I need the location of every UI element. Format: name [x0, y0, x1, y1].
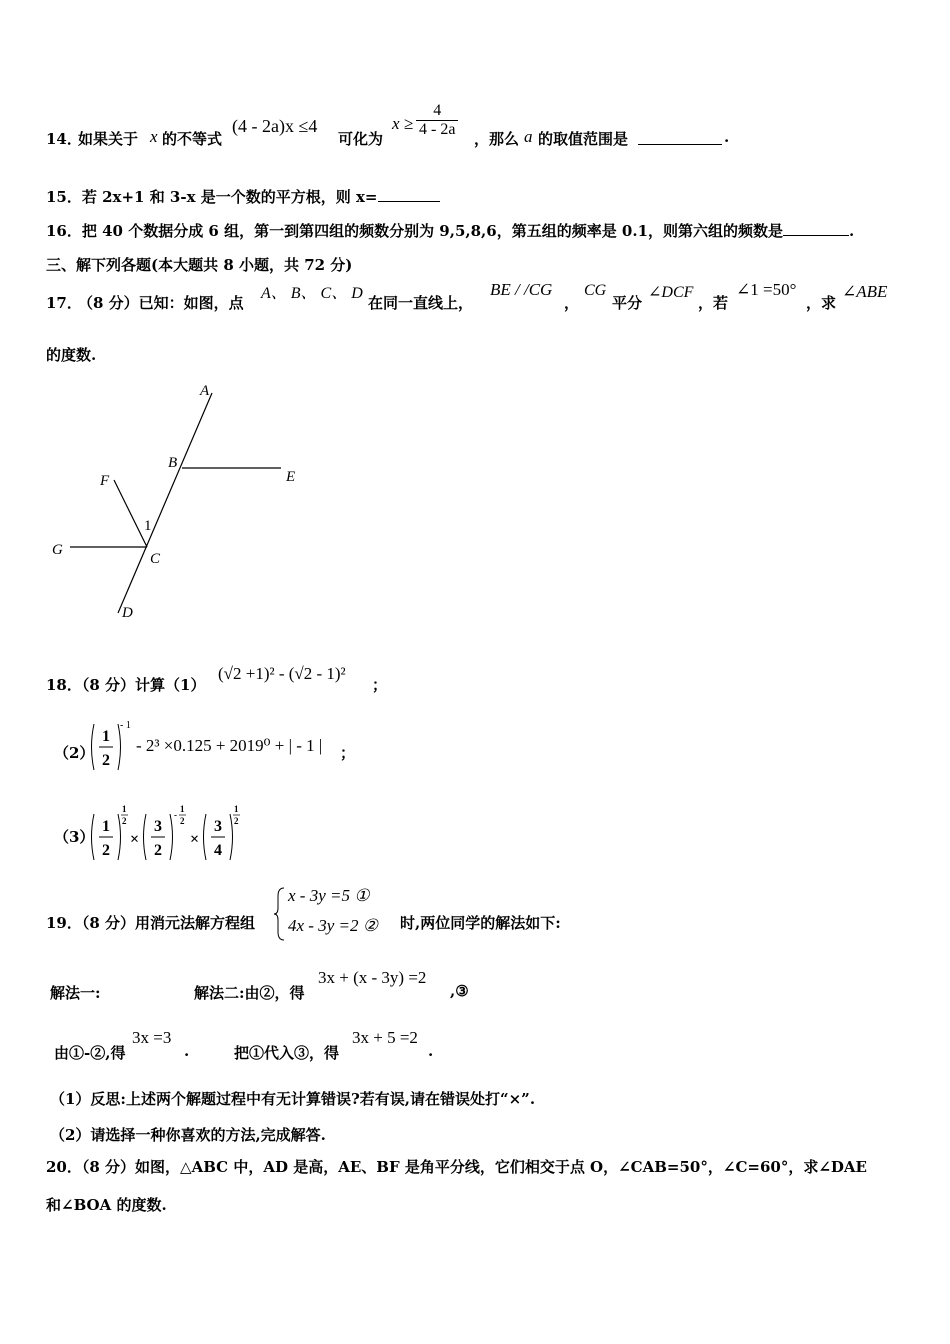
question-20-line-1 — [46, 1156, 867, 1177]
q14-text-5: 的取值范围是 — [538, 130, 629, 148]
line-ad — [118, 393, 212, 613]
q14-frac-num: 4 — [433, 102, 442, 119]
q14-answer-blank[interactable] — [638, 144, 722, 145]
q16-answer-blank[interactable] — [783, 221, 849, 236]
q14-var-a: a — [524, 127, 533, 146]
q19-label: 19．（8 分）用消元法解方程组 — [46, 914, 256, 932]
q14-fraction — [416, 102, 458, 139]
q14-inequality: (4 - 2a)x ≤4 — [232, 116, 318, 136]
q17-parallel: BE / /CG — [490, 280, 553, 299]
q14-text-3: 可化为 — [338, 130, 384, 148]
q17-text-5: ，求 — [806, 294, 837, 312]
label-d: D — [122, 605, 133, 621]
section-3-title-text: 三、解下列各题(本大题共 8 小题，共 72 分) — [46, 256, 353, 274]
q19-sub-2 — [50, 1124, 326, 1145]
svg-text:2: 2 — [180, 816, 185, 826]
q17-angle-abe: ∠ABE — [842, 282, 888, 301]
svg-text:2: 2 — [234, 816, 239, 826]
label-c: C — [150, 551, 161, 567]
q14-frac-den: 4 - 2a — [416, 120, 458, 139]
q16-period: . — [849, 222, 855, 240]
svg-text:2: 2 — [102, 842, 110, 859]
q14-number: 14． — [46, 130, 82, 148]
q18-label-3: （3） — [54, 828, 95, 846]
q14-text-1: 如果关于 — [78, 130, 139, 148]
q18-end-2: ； — [340, 744, 356, 762]
question-18-part-2 — [54, 720, 374, 774]
svg-text:×: × — [130, 831, 140, 848]
svg-text:3: 3 — [154, 818, 162, 835]
q19-method-2-end: ,③ — [450, 982, 469, 1000]
q17-text-1: （8 分）已知：如图，点 — [78, 294, 244, 312]
svg-text:1: 1 — [122, 804, 127, 814]
label-f: F — [100, 473, 110, 489]
q17-text-3: 平分 — [612, 294, 643, 312]
q19-method-2-end2: . — [428, 1042, 434, 1060]
q18-label-2: （2） — [54, 744, 95, 762]
q19-method-1-title: 解法一: — [50, 984, 101, 1002]
q18-half-paren-2 — [88, 722, 124, 772]
q17-points: A、 B、 C、 D — [261, 285, 363, 302]
label-e: E — [286, 469, 296, 485]
q19-methods-row-2 — [54, 1026, 654, 1062]
label-a: A — [200, 383, 210, 399]
svg-text:4: 4 — [214, 842, 222, 859]
label-g: G — [52, 542, 63, 558]
q18-end-1: ； — [372, 676, 388, 694]
q19-method-1-expr: 3x =3 — [132, 1028, 172, 1047]
q17-number: 17． — [46, 294, 82, 312]
section-3-title — [46, 254, 352, 275]
svg-text:1: 1 — [234, 804, 239, 814]
figure-17 — [40, 375, 320, 625]
q19-after: 时,两位同学的解法如下: — [400, 914, 561, 932]
q19-brace-icon — [274, 886, 286, 942]
question-17 — [46, 276, 906, 316]
q19-methods-row-1 — [50, 966, 650, 1002]
question-18-part-3 — [54, 804, 314, 864]
q14-text-2: 的不等式 — [162, 130, 223, 148]
q18-exponent-neg1: - 1 — [120, 720, 131, 731]
q19-method-1-end: . — [184, 1042, 190, 1060]
q19-method-2-step: 把①代入③，得 — [234, 1044, 340, 1062]
q18-expression-3 — [88, 804, 308, 864]
label-1: 1 — [144, 518, 152, 534]
q17-line-2 — [46, 344, 96, 365]
q14-text-4: ，那么 — [474, 130, 520, 148]
q19-eq2: 4x - 3y =2 ② — [288, 916, 378, 935]
label-b: B — [168, 455, 178, 471]
q14-period: . — [724, 128, 730, 146]
q18-expr-2: - 2³ ×0.125 + 2019⁰ + | - 1 | — [136, 736, 323, 755]
q15-answer-blank[interactable] — [378, 187, 440, 202]
q19-eq1: x - 3y =5 ① — [288, 886, 370, 905]
svg-text:×: × — [190, 831, 200, 848]
svg-text:1: 1 — [180, 804, 185, 814]
svg-text:-: - — [174, 810, 177, 820]
ray-cf — [114, 480, 147, 547]
question-15 — [46, 186, 440, 207]
q19-method-2-title: 解法二:由②，得 — [194, 984, 305, 1002]
q17-comma: ， — [564, 294, 580, 312]
q17-angle-dcf: ∠DCF — [648, 284, 694, 301]
q18-label-1: 18．（8 分）计算（1） — [46, 676, 206, 694]
question-20-line-2 — [46, 1194, 167, 1215]
q19-sub-1-text: （1）反思:上述两个解题过程中有无计算错误?若有误,请在错误处打“×”. — [50, 1090, 536, 1108]
svg-text:2: 2 — [102, 752, 110, 769]
q14-lhs: x ≥ — [392, 114, 414, 133]
q14-var-x: x — [150, 127, 158, 146]
svg-text:3: 3 — [214, 818, 222, 835]
q17-text-4: ，若 — [698, 294, 729, 312]
q16-text: 16．把 40 个数据分成 6 组，第一到第四组的频数分别为 9,5,8,6，第五组的频率是 0.1，则第六组的频数是 — [46, 222, 784, 240]
question-16 — [46, 220, 854, 241]
question-19 — [46, 884, 646, 944]
q17-text-2: 在同一直线上， — [368, 294, 474, 312]
q18-expr-1: (√2 +1)² - (√2 - 1)² — [218, 664, 346, 683]
svg-text:2: 2 — [154, 842, 162, 859]
q17-angle-1: ∠1 =50° — [736, 280, 797, 299]
q15-text: 15．若 2x+1 和 3-x 是一个数的平方根，则 x= — [46, 188, 378, 206]
question-18-part-1 — [46, 662, 446, 694]
q20-line-2-text: 和∠BOA 的度数. — [46, 1196, 167, 1214]
q20-line-1-text: 20．（8 分）如图，△ABC 中，AD 是高，AE、BF 是角平分线，它们相交于点 O，∠CAB=50°，∠C=60°，求∠DAE — [46, 1158, 867, 1176]
q19-method-2-expr2: 3x + 5 =2 — [352, 1028, 418, 1047]
q19-method-1-step: 由①-②,得 — [54, 1044, 126, 1062]
svg-text:1: 1 — [102, 818, 110, 835]
q19-sub-2-text: （2）请选择一种你喜欢的方法,完成解答. — [50, 1126, 326, 1144]
q19-method-2-expr: 3x + (x - 3y) =2 — [318, 968, 427, 987]
svg-text:2: 2 — [122, 816, 127, 826]
q19-sub-1 — [50, 1088, 535, 1109]
q17-cg: CG — [584, 282, 607, 299]
q17-text-6: 的度数. — [46, 346, 97, 364]
svg-text:1: 1 — [102, 728, 110, 745]
